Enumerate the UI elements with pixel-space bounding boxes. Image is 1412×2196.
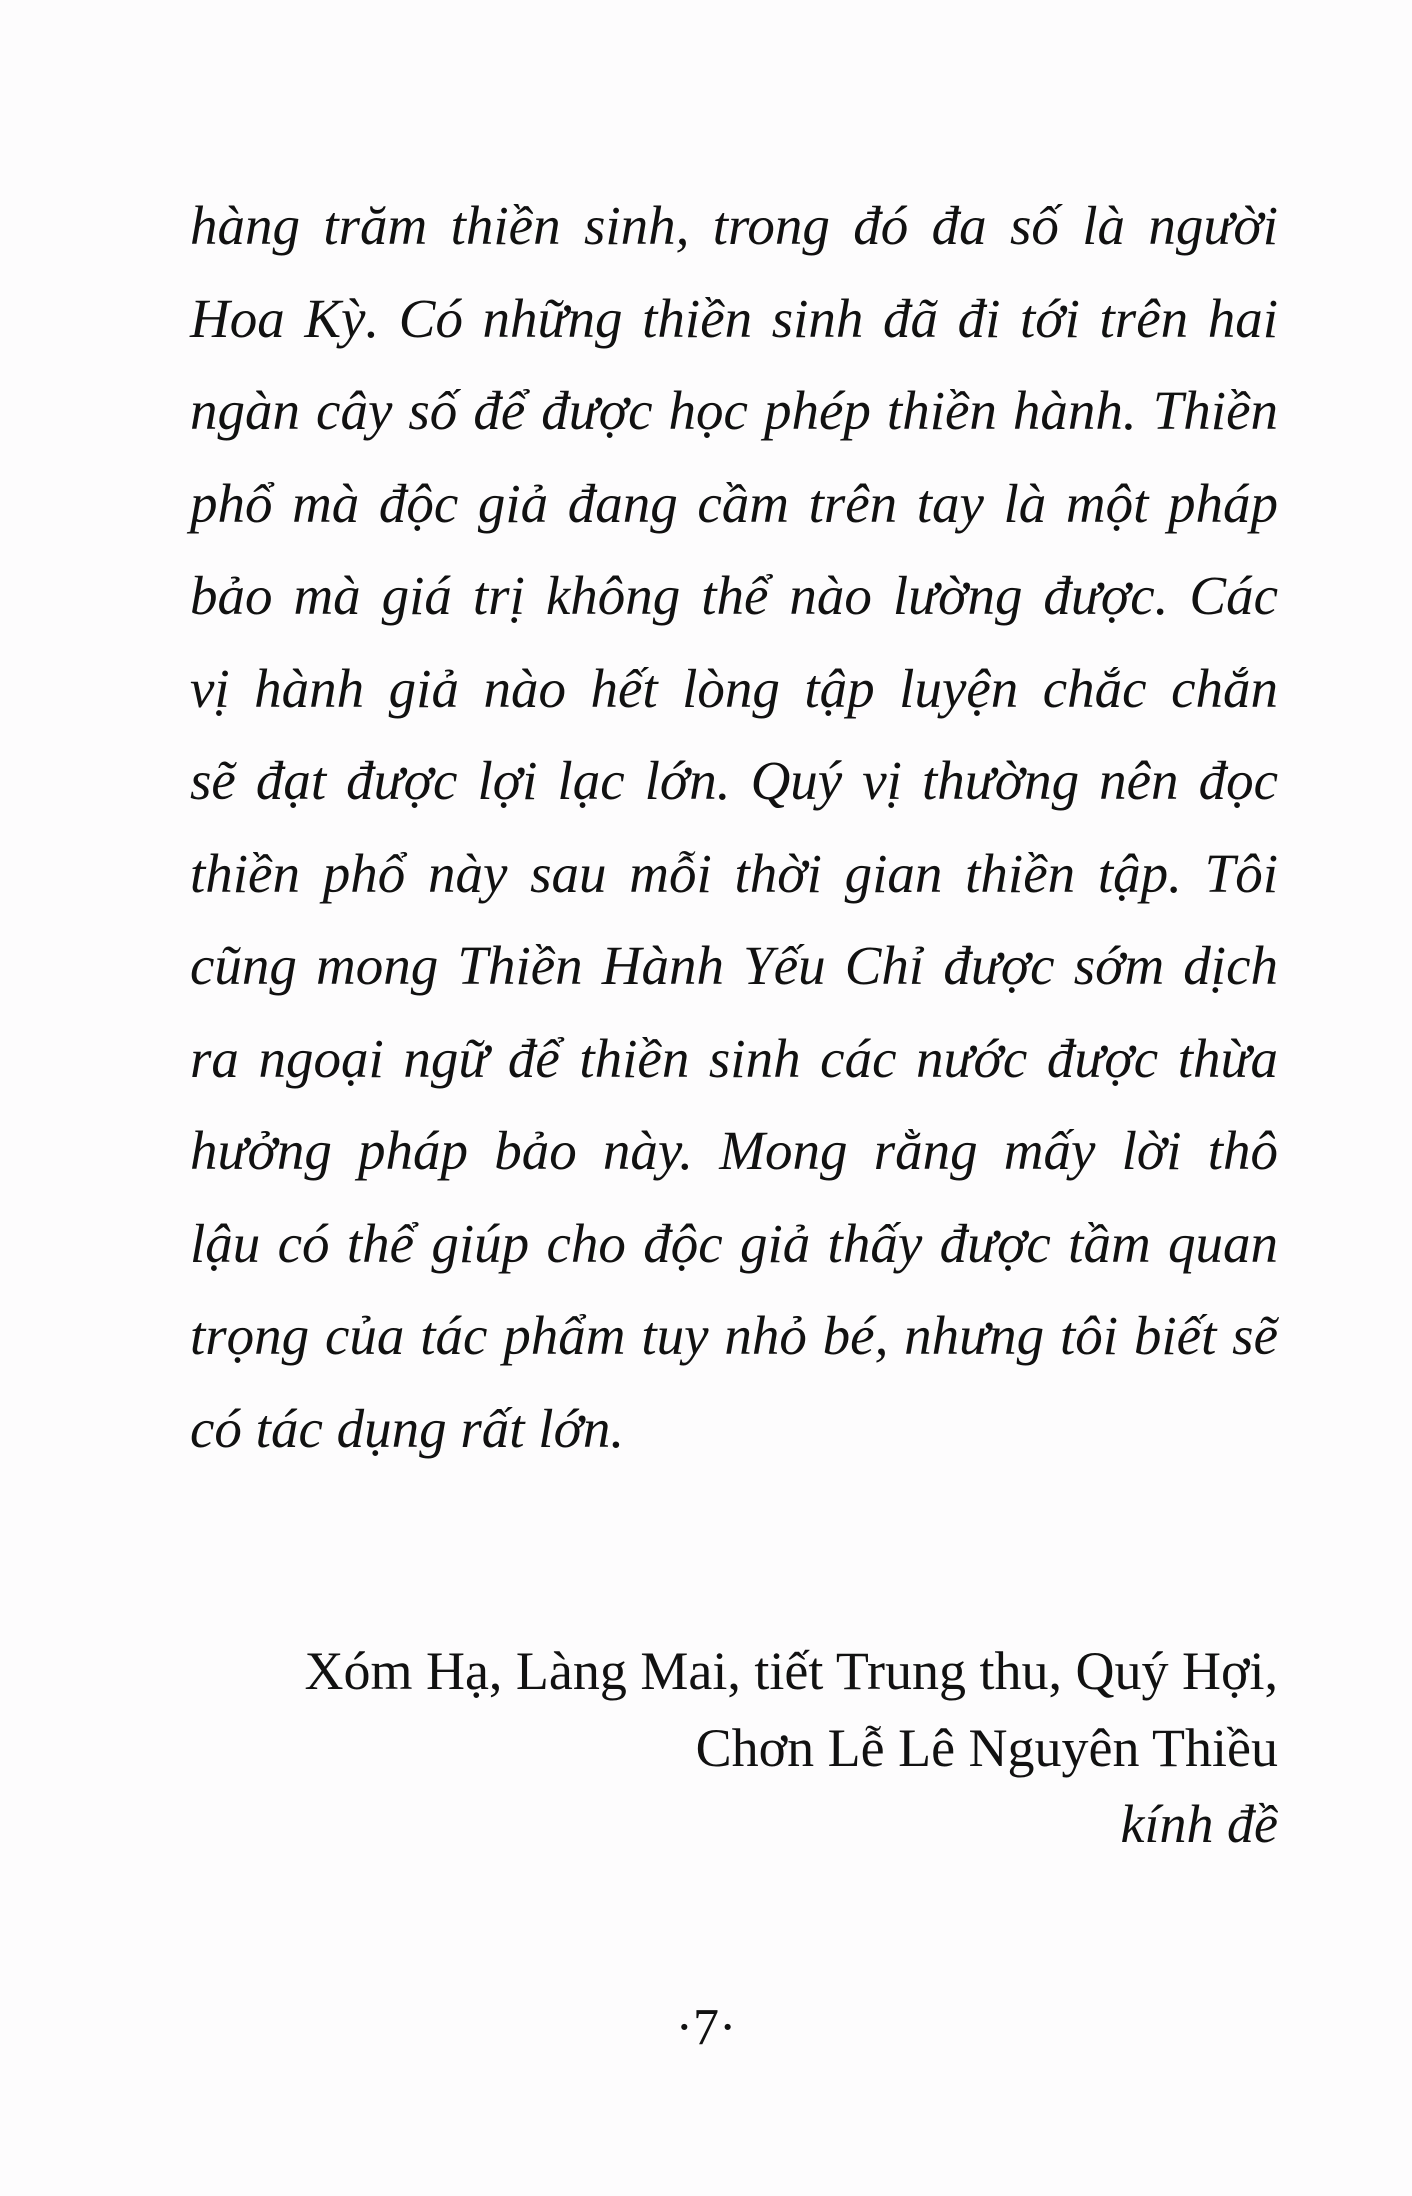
- paragraph-line: ngàn cây số để được học phép thiền hành. Thiền: [190, 380, 1278, 441]
- body-paragraph: [190, 180, 1278, 1475]
- signature-closing: kính đề: [1120, 1794, 1278, 1854]
- paragraph-line: vị hành giả nào hết lòng tập luyện chắc chắn: [190, 657, 1278, 719]
- paragraph-line: Hoa Kỳ. Có những thiền sinh đã đi tới trên hai: [190, 287, 1278, 349]
- paragraph-line: hưởng pháp bảo này. Mong rằng mấy lời thô: [190, 1120, 1278, 1181]
- signature-place-date: Xóm Hạ, Làng Mai, tiết Trung thu, Quý Hợi,: [304, 1641, 1278, 1701]
- paragraph-line: thiền phổ này sau mỗi thời gian thiền tập. Tôi: [190, 842, 1278, 904]
- paragraph-line: có tác dụng rất lớn.: [190, 1397, 625, 1459]
- paragraph-line: sẽ đạt được lợi lạc lớn. Quý vị thường nên đọc: [190, 750, 1278, 811]
- paragraph-line: phổ mà độc giả đang cầm trên tay là một pháp: [190, 472, 1278, 534]
- paragraph-line: hàng trăm thiền sinh, trong đó đa số là người: [190, 195, 1278, 256]
- paragraph-line: cũng mong Thiền Hành Yếu Chỉ được sớm dịch: [190, 935, 1278, 996]
- paragraph-line: trọng của tác phẩm tuy nhỏ bé, nhưng tôi biết sẽ: [190, 1305, 1278, 1366]
- paragraph-line: ra ngoại ngữ để thiền sinh các nước được thừa: [190, 1027, 1278, 1089]
- paragraph-line: bảo mà giá trị không thể nào lường được. Các: [190, 565, 1278, 626]
- page-number: ·7·: [675, 1999, 737, 2056]
- signature-author: Chơn Lễ Lê Nguyên Thiều: [695, 1718, 1278, 1778]
- paragraph-line: lậu có thể giúp cho độc giả thấy được tầm quan: [190, 1212, 1278, 1274]
